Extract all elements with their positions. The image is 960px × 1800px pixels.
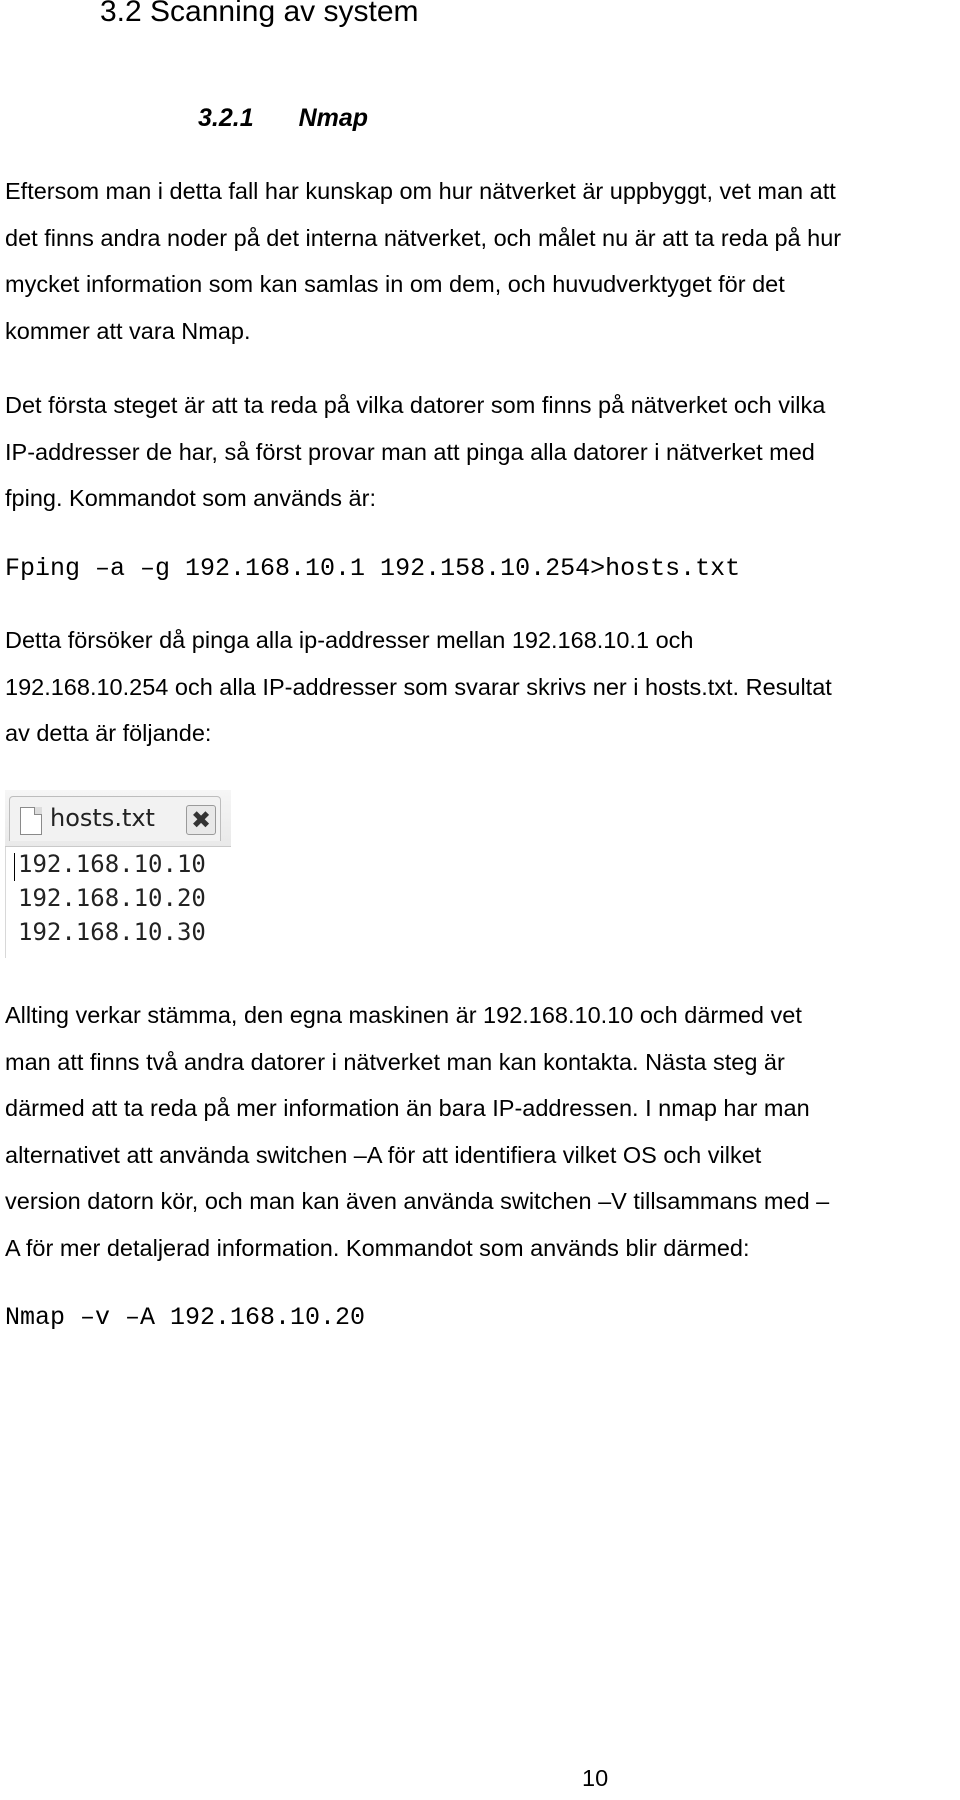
- editor-text-area: [5, 847, 232, 958]
- subsection-title: Nmap: [298, 104, 369, 132]
- hosts-line: 192.168.10.20: [18, 884, 206, 912]
- document-icon: [20, 807, 42, 835]
- paragraph-first-step: Det första steget är att ta reda på vilka datorer som finns på nätverket och vilka IP-addresser de har, så först provar man att pinga alla datorer i nätverket med fping. Kommandot som används är:: [5, 392, 826, 511]
- hosts-line: 192.168.10.30: [18, 918, 206, 946]
- code-nmap-command: Nmap –v –A 192.168.10.20: [5, 1303, 366, 1332]
- hosts-line: 192.168.10.10: [18, 850, 206, 878]
- hosts-file-screenshot: [5, 790, 231, 958]
- section-heading: 3.2 Scanning av system: [100, 0, 419, 28]
- paragraph-result-analysis: Allting verkar stämma, den egna maskinen är 192.168.10.10 och därmed vet man att finns två andra datorer i nätverket man kan kontakta. Nästa steg är därmed att ta reda på mer information än bara IP-addressen. I nmap har man alternativet att använda switchen –A för att identifiera vilket OS och vilket version datorn kör, och man kan även använda switchen –V tillsammans med – A för mer detaljerad information. Kommandot som används blir därmed:: [5, 1002, 830, 1261]
- editor-tab-hosts: [9, 796, 221, 841]
- paragraph-intro: Eftersom man i detta fall har kunskap om hur nätverket är uppbyggt, vet man att det finns andra noder på det interna nätverket, och målet nu är att ta reda på hur mycket information som kan samlas in om dem, och huvudverktyget för det kommer att vara Nmap.: [5, 178, 842, 344]
- editor-tab-label: hosts.txt: [50, 804, 155, 832]
- close-icon: ✖: [186, 805, 216, 835]
- text-caret: [14, 853, 15, 881]
- paragraph-fping-explanation: Detta försöker då pinga alla ip-addresser mellan 192.168.10.1 och 192.168.10.254 och alla IP-addresser som svarar skrivs ner i hosts.txt. Resultat av detta är följande:: [5, 627, 832, 746]
- subsection-heading: [198, 98, 368, 138]
- page-number: 10: [582, 1765, 609, 1791]
- subsection-number: 3.2.1: [198, 104, 254, 132]
- editor-tab-bar: [5, 790, 231, 847]
- code-fping-command: Fping –a –g 192.168.10.1 192.158.10.254>hosts.txt: [5, 554, 741, 583]
